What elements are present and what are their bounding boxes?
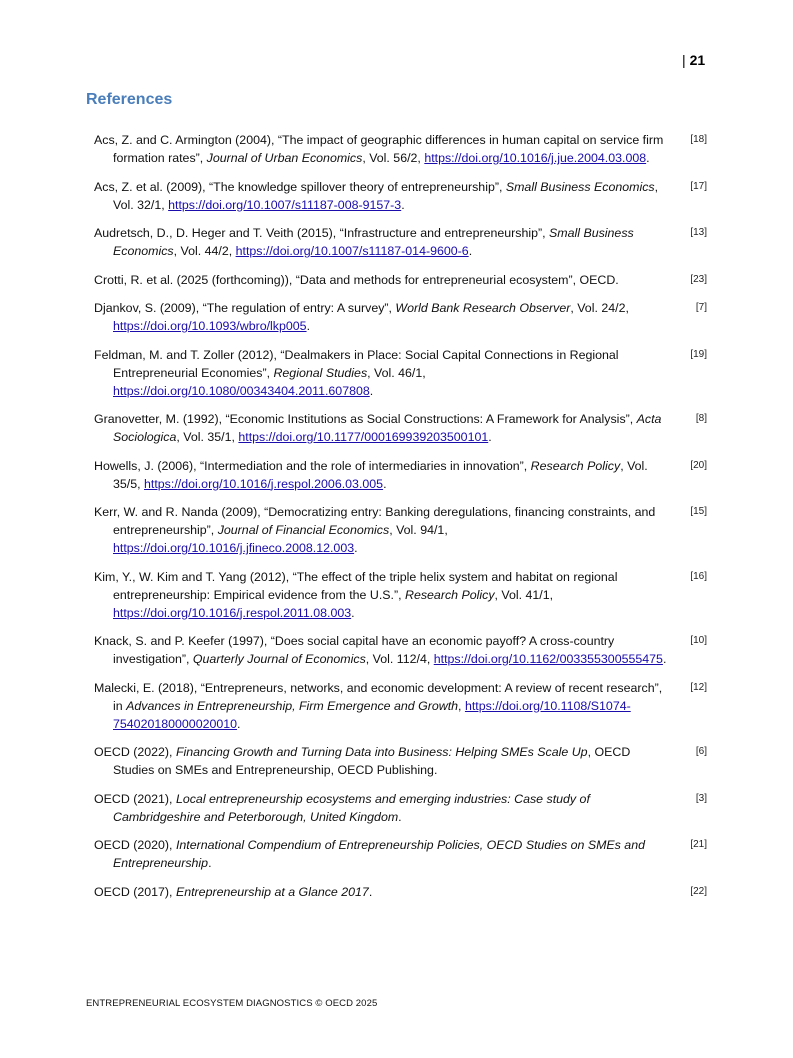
reference-text: Howells, J. (2006), “Intermediation and the role of intermediaries in innovation”, [94, 458, 531, 473]
reference-text: , Vol. 35/5, [113, 458, 648, 491]
reference-title-italic: Research Policy [405, 587, 495, 602]
reference-text: , Vol. 44/2, [173, 244, 236, 258]
reference-text: . [488, 430, 492, 444]
reference-text: Acs, Z. and C. Armington (2004), “The impact of geographic differences in human capital on service firm formation rates”, [94, 133, 664, 165]
reference-number: [20] [690, 459, 707, 471]
reference-number: [12] [690, 681, 707, 693]
reference-number: [18] [690, 134, 707, 145]
reference-number: [3] [695, 792, 707, 804]
reference-text: Audretsch, D., D. Heger and T. Veith (2015), “Infrastructure and entrepreneurship”, [94, 226, 550, 240]
reference-text: . [401, 197, 405, 212]
reference-text: Djankov, S. (2009), “The regulation of entry: A survey”, [94, 301, 396, 315]
reference-text: , Vol. 56/2, [362, 151, 425, 165]
reference-item [94, 299, 712, 335]
doi-link[interactable]: https://doi.org/10.1080/00343404.2011.607808 [113, 383, 370, 398]
reference-number: [15] [690, 506, 707, 517]
reference-text: OECD (2022), [94, 745, 176, 759]
reference-item [94, 271, 712, 289]
doi-link[interactable]: https://doi.org/10.1007/s11187-008-9157-3 [168, 197, 402, 212]
page-number-bar: | [682, 52, 686, 68]
reference-title-italic: Regional Studies [273, 365, 368, 380]
doi-link[interactable]: https://doi.org/10.1108/S1074-754020180000020010 [113, 698, 631, 731]
reference-text: . [398, 809, 402, 824]
page-number [682, 52, 705, 68]
reference-text: . [383, 476, 387, 491]
reference-title-italic: World Bank Research Observer [395, 301, 571, 315]
reference-item [94, 743, 712, 779]
reference-text: . [662, 652, 667, 666]
reference-item [94, 568, 712, 622]
reference-text: Kerr, W. and R. Nanda (2009), “Democratizing entry: Banking deregulations, financing constraints, and entrepreneurship”, [94, 505, 656, 537]
doi-link[interactable]: https://doi.org/10.1007/s11187-014-9600-6 [235, 244, 469, 258]
reference-text: . [646, 151, 650, 165]
reference-title-italic: Entrepreneurship at a Glance 2017 [175, 884, 369, 899]
doi-link[interactable]: https://doi.org/10.1177/000169939203500101 [238, 430, 489, 444]
reference-item [94, 457, 712, 493]
reference-text: Acs, Z. et al. (2009), “The knowledge spillover theory of entrepreneurship”, [94, 179, 506, 194]
reference-text: OECD (2021), [94, 791, 176, 806]
reference-text: , Vol. 24/2, [570, 301, 629, 315]
doi-link[interactable]: https://doi.org/10.1162/003355300555475 [433, 652, 663, 666]
reference-title-italic: Local entrepreneurship ecosystems and emerging industries: Case study of Cambridgeshire and Peterborough, United Kingdom [113, 791, 590, 824]
reference-title-italic: Journal of Urban Economics [206, 151, 363, 165]
reference-title-italic: Financing Growth and Turning Data into Business: Helping SMEs Scale Up [175, 745, 588, 759]
reference-text: , Vol. 41/1, [494, 587, 554, 602]
reference-text: . [306, 319, 311, 333]
reference-text: , Vol. 35/1, [176, 430, 239, 444]
reference-title-italic: Acta Sociologica [113, 412, 662, 444]
reference-item [94, 836, 712, 872]
reference-item [94, 346, 712, 400]
reference-text: , Vol. 32/1, [113, 179, 659, 212]
reference-text: Crotti, R. et al. (2025 (forthcoming)), “Data and methods for entrepreneurial ecosystem”, OECD. [94, 272, 619, 287]
reference-text: , Vol. 94/1, [389, 523, 448, 537]
reference-number: [16] [690, 570, 707, 582]
reference-title-italic: Advances in Entrepreneurship, Firm Emergence and Growth [126, 698, 459, 713]
reference-item [94, 131, 712, 167]
page-number-value: 21 [689, 52, 706, 68]
reference-item [94, 679, 712, 733]
reference-text: Kim, Y., W. Kim and T. Yang (2012), “The effect of the triple helix system and habitat on regional entrepreneurship: Empirical evidence from the U.S.”, [94, 569, 618, 602]
reference-title-italic: Small Business Economics [113, 226, 634, 258]
reference-number: [23] [690, 273, 707, 285]
reference-text: . [468, 244, 473, 258]
reference-text: Knack, S. and P. Keefer (1997), “Does social capital have an economic payoff? A cross-country investigation”, [94, 634, 615, 666]
reference-title-italic: Quarterly Journal of Economics [192, 652, 366, 666]
reference-title-italic: Journal of Financial Economics [217, 523, 390, 537]
doi-link[interactable]: https://doi.org/10.1016/j.respol.2011.08.003 [113, 605, 352, 620]
doi-link[interactable]: https://doi.org/10.1016/j.jfineco.2008.12.003 [113, 541, 355, 555]
reference-text: Malecki, E. (2018), “Entrepreneurs, networks, and economic development: A review of recent research”, in [94, 680, 663, 713]
reference-number: [17] [690, 180, 707, 192]
reference-text: . [208, 856, 212, 870]
reference-text: , OECD Studies on SMEs and Entrepreneurship, OECD Publishing. [113, 745, 631, 777]
reference-item [94, 410, 712, 446]
doi-link[interactable]: https://doi.org/10.1016/j.jue.2004.03.008 [424, 151, 647, 165]
reference-text: OECD (2017), [94, 884, 176, 899]
references-heading: References [86, 91, 173, 108]
reference-title-italic: Small Business Economics [505, 179, 655, 194]
reference-text: OECD (2020), [94, 838, 176, 852]
reference-item [94, 632, 712, 668]
reference-text: , [458, 698, 465, 713]
reference-item [94, 178, 712, 214]
reference-text: . [237, 716, 241, 731]
reference-text: . [351, 605, 355, 620]
reference-title-italic: Research Policy [530, 458, 621, 473]
reference-text: . [354, 541, 358, 555]
reference-item [94, 790, 712, 826]
reference-number: [8] [695, 413, 707, 424]
reference-number: [7] [695, 302, 707, 313]
reference-text: , Vol. 112/4, [365, 652, 434, 666]
reference-number: [21] [690, 839, 707, 850]
reference-item [94, 224, 712, 260]
doi-link[interactable]: https://doi.org/10.1016/j.respol.2006.03.005 [144, 476, 384, 491]
reference-text: . [369, 383, 374, 398]
reference-item [94, 503, 712, 557]
reference-item [94, 883, 712, 901]
reference-number: [6] [695, 746, 707, 757]
reference-number: [19] [690, 348, 707, 360]
reference-number: [22] [690, 885, 707, 897]
doi-link[interactable]: https://doi.org/10.1093/wbro/lkp005 [113, 319, 307, 333]
reference-text: , Vol. 46/1, [367, 365, 426, 380]
reference-text: . [368, 884, 373, 899]
reference-number: [13] [690, 227, 707, 238]
page-footer: ENTREPRENEURIAL ECOSYSTEM DIAGNOSTICS © OECD 2025 [86, 998, 378, 1009]
reference-number: [10] [690, 635, 707, 646]
references-list [94, 131, 712, 911]
reference-text: Feldman, M. and T. Zoller (2012), “Dealmakers in Place: Social Capital Connections in Regional Entrepreneurial Economies”, [94, 347, 619, 380]
reference-text: Granovetter, M. (1992), “Economic Institutions as Social Constructions: A Framework for Analysis”, [94, 412, 637, 426]
reference-title-italic: International Compendium of Entrepreneurship Policies, OECD Studies on SMEs and Entrepreneurship [113, 838, 645, 870]
